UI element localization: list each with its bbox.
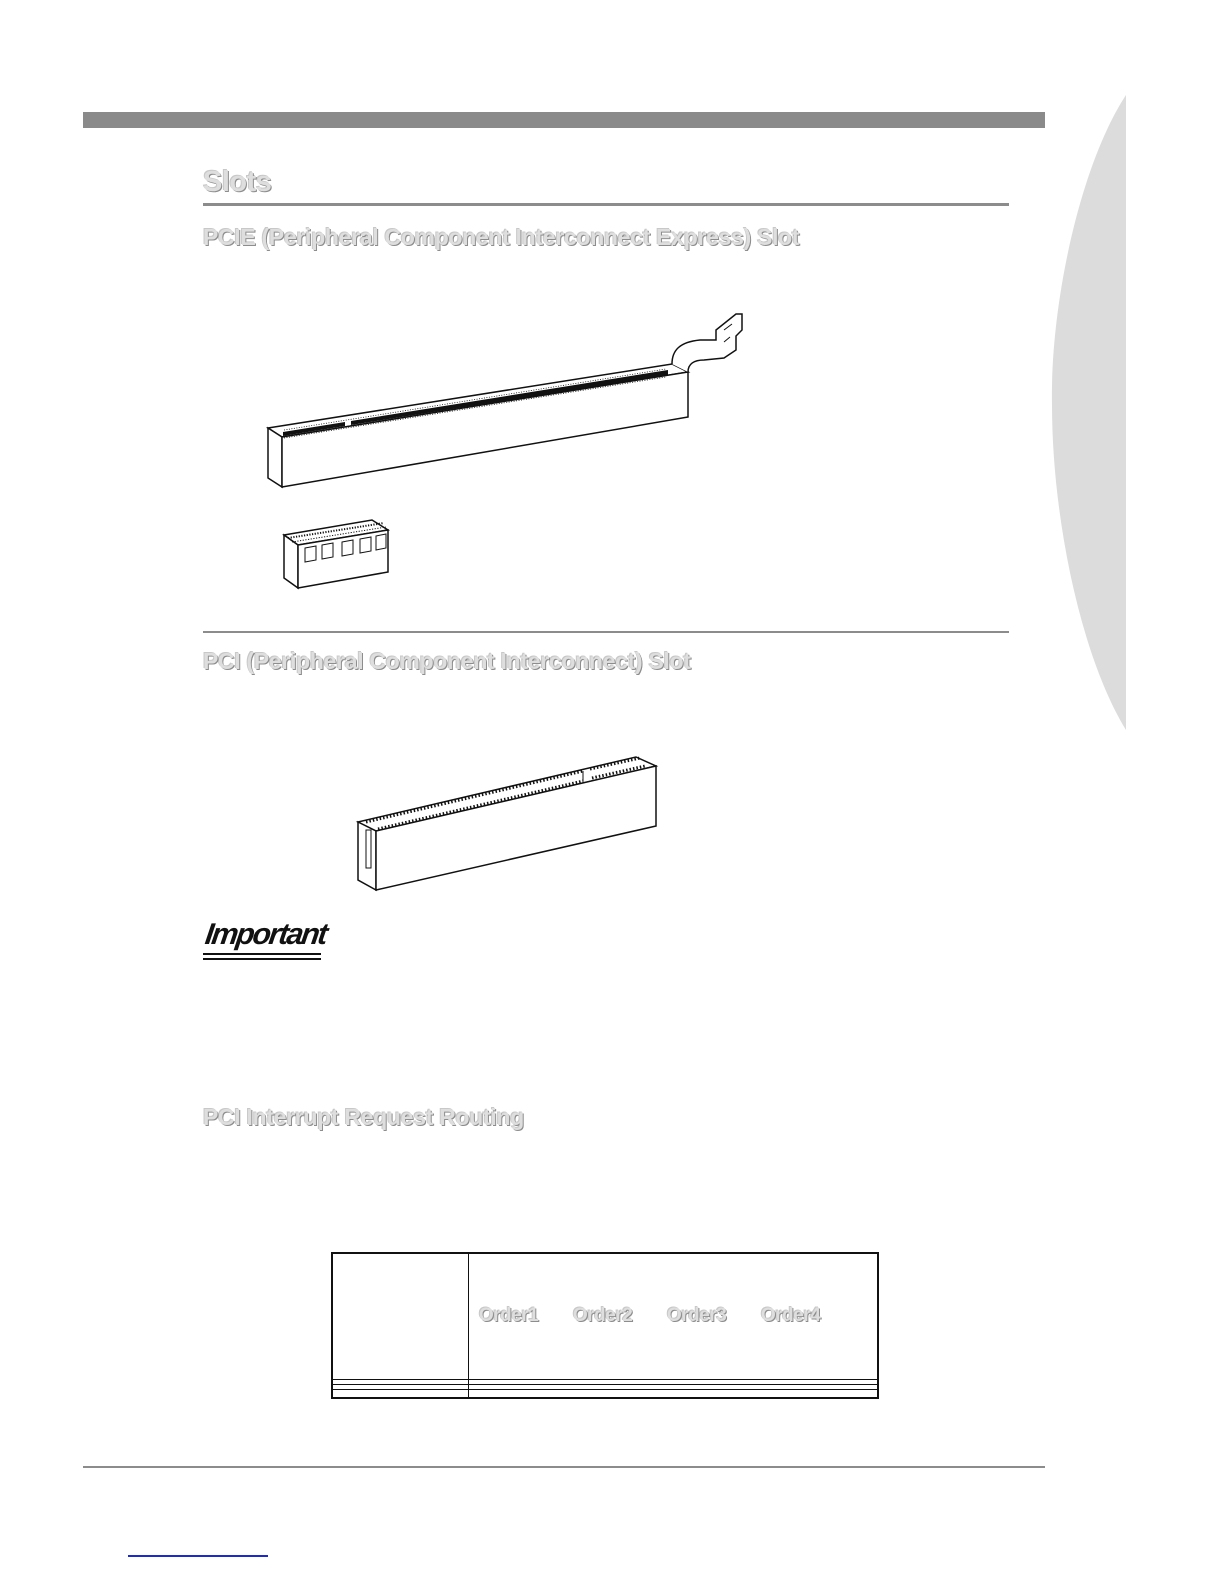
pci-heading: PCI (Peripheral Component Interconnect) Slot (203, 648, 691, 674)
pcie-section-divider (203, 631, 1009, 633)
important-underline-2 (203, 958, 321, 960)
pcie-heading: PCIE (Peripheral Component Interconnect Express) Slot (203, 224, 800, 250)
table-cell (332, 1390, 469, 1398)
table-row (332, 1390, 878, 1398)
pcie-x1-slot-illustration (280, 515, 395, 593)
pcie-x16-slot-illustration (260, 300, 760, 495)
order1-header: Order1 (479, 1305, 539, 1327)
important-label: Important (203, 918, 329, 951)
chapter-side-tab (1040, 95, 1140, 730)
footer-rule (83, 1466, 1045, 1468)
irq-routing-table (331, 1252, 879, 1399)
irq-routing-heading: PCI Interrupt Request Routing (203, 1104, 524, 1130)
section-title: Slots (203, 166, 272, 198)
table-cell (332, 1253, 469, 1379)
section-title-rule (203, 203, 1009, 206)
table-header-cell (469, 1253, 879, 1379)
order4-header: Order4 (761, 1305, 821, 1327)
order2-header: Order2 (573, 1305, 633, 1327)
table-header-row (332, 1253, 878, 1379)
header-bar (83, 112, 1045, 128)
important-underline (203, 953, 321, 955)
table-cell (469, 1390, 879, 1398)
pci-slot-illustration (350, 745, 665, 895)
footer-link-underline[interactable] (128, 1555, 268, 1557)
order3-header: Order3 (667, 1305, 727, 1327)
